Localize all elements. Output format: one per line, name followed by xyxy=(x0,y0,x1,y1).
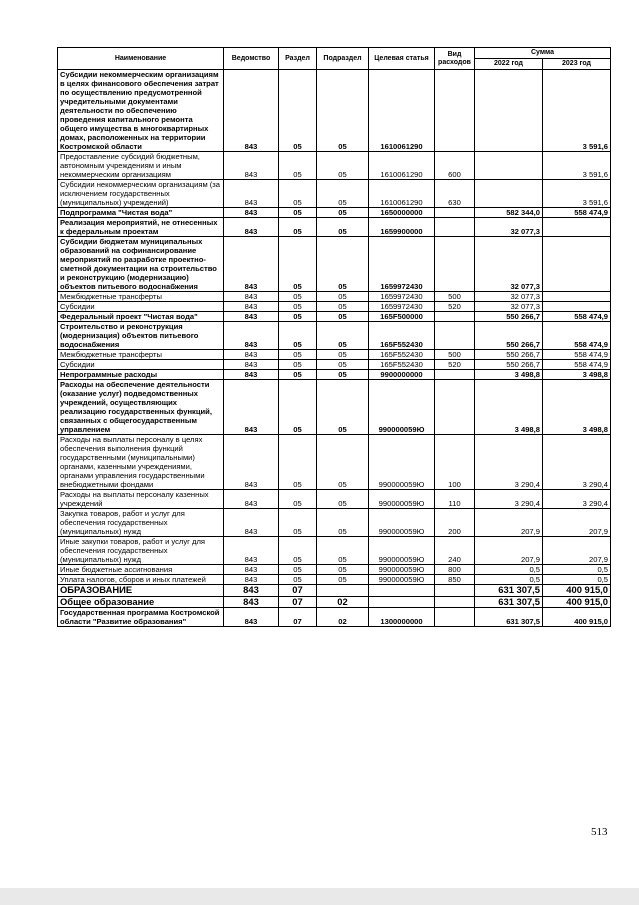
cell-section: 05 xyxy=(279,490,317,509)
cell-exp-type xyxy=(435,585,475,597)
header-2023: 2023 год xyxy=(543,59,611,70)
cell-dept: 843 xyxy=(224,585,279,597)
cell-sum-2022: 550 266,7 xyxy=(475,322,543,350)
cell-sum-2023: 3 498,8 xyxy=(543,380,611,435)
cell-subsection: 05 xyxy=(317,575,369,585)
cell-section: 05 xyxy=(279,302,317,312)
cell-dept: 843 xyxy=(224,152,279,180)
cell-exp-type xyxy=(435,237,475,292)
cell-section: 05 xyxy=(279,218,317,237)
cell-subsection: 05 xyxy=(317,360,369,370)
cell-exp-type: 800 xyxy=(435,565,475,575)
header-exp-type: Вид расходов xyxy=(435,48,475,70)
cell-sum-2022: 207,9 xyxy=(475,509,543,537)
cell-sum-2022 xyxy=(475,180,543,208)
cell-name: Субсидии некоммерческим организациям (за исключением государственных (муниципальных) учреждений) xyxy=(58,180,224,208)
cell-dept: 843 xyxy=(224,218,279,237)
cell-dept: 843 xyxy=(224,575,279,585)
cell-exp-type: 600 xyxy=(435,152,475,180)
table-row xyxy=(58,208,611,218)
cell-name: Субсидии бюджетам муниципальных образований на софинансирование мероприятий по разработке проектно-сметной документации на строительство и реконструкцию (модернизацию) объектов питьевого водоснабжения xyxy=(58,237,224,292)
cell-target: 990000059Ю xyxy=(369,537,435,565)
cell-subsection: 05 xyxy=(317,302,369,312)
cell-section: 05 xyxy=(279,292,317,302)
cell-sum-2023: 400 915,0 xyxy=(543,585,611,597)
cell-sum-2023: 558 474,9 xyxy=(543,322,611,350)
cell-sum-2022: 32 077,3 xyxy=(475,302,543,312)
table-row xyxy=(58,312,611,322)
cell-name: Федеральный проект "Чистая вода" xyxy=(58,312,224,322)
cell-sum-2022: 207,9 xyxy=(475,537,543,565)
cell-sum-2023 xyxy=(543,237,611,292)
cell-sum-2022: 32 077,3 xyxy=(475,292,543,302)
table-row xyxy=(58,585,611,597)
cell-dept: 843 xyxy=(224,370,279,380)
cell-section: 05 xyxy=(279,360,317,370)
cell-sum-2022: 32 077,3 xyxy=(475,218,543,237)
cell-dept: 843 xyxy=(224,608,279,627)
cell-name: ОБРАЗОВАНИЕ xyxy=(58,585,224,597)
cell-exp-type xyxy=(435,596,475,608)
cell-exp-type: 500 xyxy=(435,292,475,302)
cell-exp-type xyxy=(435,370,475,380)
table-row xyxy=(58,70,611,152)
cell-subsection: 02 xyxy=(317,596,369,608)
table-row xyxy=(58,237,611,292)
cell-target: 165F500000 xyxy=(369,312,435,322)
header-dept: Ведомство xyxy=(224,48,279,70)
cell-name: Расходы на обеспечение деятельности (оказание услуг) подведомственных учреждений, осуществляющих реализацию государственных функций, связанных с общегосударственным управлением xyxy=(58,380,224,435)
cell-sum-2023: 400 915,0 xyxy=(543,608,611,627)
cell-subsection: 05 xyxy=(317,218,369,237)
cell-exp-type: 520 xyxy=(435,360,475,370)
cell-sum-2023: 207,9 xyxy=(543,537,611,565)
cell-sum-2022: 631 307,5 xyxy=(475,585,543,597)
cell-sum-2023: 3 591,6 xyxy=(543,152,611,180)
cell-target: 1659972430 xyxy=(369,302,435,312)
cell-target: 1610061290 xyxy=(369,152,435,180)
cell-exp-type: 240 xyxy=(435,537,475,565)
table-body xyxy=(58,70,611,627)
cell-section: 05 xyxy=(279,537,317,565)
cell-subsection: 05 xyxy=(317,565,369,575)
cell-exp-type xyxy=(435,608,475,627)
cell-name: Иные закупки товаров, работ и услуг для обеспечения государственных (муниципальных) нужд xyxy=(58,537,224,565)
cell-sum-2023: 558 474,9 xyxy=(543,312,611,322)
cell-dept: 843 xyxy=(224,208,279,218)
cell-exp-type xyxy=(435,70,475,152)
cell-sum-2023: 3 290,4 xyxy=(543,490,611,509)
cell-section: 05 xyxy=(279,70,317,152)
cell-sum-2023: 3 290,4 xyxy=(543,435,611,490)
header-2022: 2022 год xyxy=(475,59,543,70)
table-header-row xyxy=(58,48,611,59)
cell-subsection: 05 xyxy=(317,292,369,302)
cell-sum-2022: 550 266,7 xyxy=(475,312,543,322)
cell-target: 990000059Ю xyxy=(369,565,435,575)
cell-name: Подпрограмма "Чистая вода" xyxy=(58,208,224,218)
cell-sum-2022: 32 077,3 xyxy=(475,237,543,292)
cell-subsection: 02 xyxy=(317,608,369,627)
cell-section: 05 xyxy=(279,208,317,218)
table-row xyxy=(58,292,611,302)
cell-dept: 843 xyxy=(224,312,279,322)
cell-section: 05 xyxy=(279,565,317,575)
cell-target: 990000059Ю xyxy=(369,380,435,435)
cell-dept: 843 xyxy=(224,509,279,537)
cell-dept: 843 xyxy=(224,180,279,208)
cell-target: 1659900000 xyxy=(369,218,435,237)
header-sum: Сумма xyxy=(475,48,611,59)
cell-subsection: 05 xyxy=(317,509,369,537)
cell-dept: 843 xyxy=(224,292,279,302)
cell-sum-2022: 3 498,8 xyxy=(475,380,543,435)
cell-name: Расходы на выплаты персоналу в целях обеспечения выполнения функций государственными (муниципальными) органами, казенными учреждениями, органами управления государственными внебюджетными фондами xyxy=(58,435,224,490)
scan-footer-band xyxy=(0,888,639,905)
cell-subsection: 05 xyxy=(317,350,369,360)
cell-target: 990000059Ю xyxy=(369,575,435,585)
cell-exp-type: 850 xyxy=(435,575,475,585)
cell-target: 990000059Ю xyxy=(369,435,435,490)
cell-name: Межбюджетные трансферты xyxy=(58,292,224,302)
cell-exp-type xyxy=(435,312,475,322)
cell-exp-type: 630 xyxy=(435,180,475,208)
cell-sum-2022: 631 307,5 xyxy=(475,596,543,608)
cell-section: 05 xyxy=(279,152,317,180)
cell-name: Межбюджетные трансферты xyxy=(58,350,224,360)
table-row xyxy=(58,537,611,565)
cell-target xyxy=(369,585,435,597)
cell-target: 165F552430 xyxy=(369,350,435,360)
cell-subsection: 05 xyxy=(317,180,369,208)
cell-name: Предоставление субсидий бюджетным, автономным учреждениям и иным некоммерческим организациям xyxy=(58,152,224,180)
cell-subsection: 05 xyxy=(317,370,369,380)
cell-target: 9900000000 xyxy=(369,370,435,380)
cell-name: Непрограммные расходы xyxy=(58,370,224,380)
cell-dept: 843 xyxy=(224,596,279,608)
cell-dept: 843 xyxy=(224,350,279,360)
cell-name: Субсидии некоммерческим организациям в целях финансового обеспечения затрат по осуществлению предусмотренной учредительными документами деятельности по обеспечению проведения капитального ремонта общего имущества в многоквартирных домах, расположенных на территории Костромской области xyxy=(58,70,224,152)
table-row xyxy=(58,435,611,490)
cell-subsection: 05 xyxy=(317,537,369,565)
cell-exp-type: 200 xyxy=(435,509,475,537)
cell-exp-type: 100 xyxy=(435,435,475,490)
cell-section: 05 xyxy=(279,237,317,292)
header-section: Раздел xyxy=(279,48,317,70)
cell-section: 05 xyxy=(279,575,317,585)
cell-name: Субсидии xyxy=(58,360,224,370)
cell-subsection: 05 xyxy=(317,322,369,350)
cell-sum-2023: 0,5 xyxy=(543,565,611,575)
cell-target: 165F552430 xyxy=(369,360,435,370)
cell-subsection: 05 xyxy=(317,490,369,509)
cell-subsection: 05 xyxy=(317,70,369,152)
cell-dept: 843 xyxy=(224,360,279,370)
cell-section: 05 xyxy=(279,509,317,537)
cell-sum-2023: 0,5 xyxy=(543,575,611,585)
table-row xyxy=(58,322,611,350)
cell-name: Реализация мероприятий, не отнесенных к федеральным проектам xyxy=(58,218,224,237)
cell-sum-2023: 558 474,9 xyxy=(543,350,611,360)
table-row xyxy=(58,360,611,370)
cell-name: Общее образование xyxy=(58,596,224,608)
cell-sum-2022: 550 266,7 xyxy=(475,360,543,370)
cell-name: Закупка товаров, работ и услуг для обеспечения государственных (муниципальных) нужд xyxy=(58,509,224,537)
cell-subsection: 05 xyxy=(317,312,369,322)
cell-target: 1610061290 xyxy=(369,70,435,152)
cell-section: 05 xyxy=(279,435,317,490)
cell-target xyxy=(369,596,435,608)
table-row xyxy=(58,608,611,627)
cell-sum-2022 xyxy=(475,70,543,152)
table-row xyxy=(58,302,611,312)
cell-sum-2022: 3 498,8 xyxy=(475,370,543,380)
cell-exp-type: 520 xyxy=(435,302,475,312)
cell-dept: 843 xyxy=(224,490,279,509)
cell-exp-type xyxy=(435,322,475,350)
cell-subsection: 05 xyxy=(317,152,369,180)
cell-name: Уплата налогов, сборов и иных платежей xyxy=(58,575,224,585)
cell-sum-2023: 558 474,9 xyxy=(543,208,611,218)
cell-sum-2022: 0,5 xyxy=(475,565,543,575)
cell-section: 05 xyxy=(279,370,317,380)
cell-dept: 843 xyxy=(224,237,279,292)
cell-section: 05 xyxy=(279,322,317,350)
cell-section: 05 xyxy=(279,380,317,435)
cell-name: Строительство и реконструкция (модернизация) объектов питьевого водоснабжения xyxy=(58,322,224,350)
table-row xyxy=(58,380,611,435)
cell-subsection xyxy=(317,585,369,597)
table-row xyxy=(58,218,611,237)
cell-name: Иные бюджетные ассигнования xyxy=(58,565,224,575)
cell-subsection: 05 xyxy=(317,380,369,435)
cell-exp-type xyxy=(435,208,475,218)
cell-sum-2023: 400 915,0 xyxy=(543,596,611,608)
cell-section: 07 xyxy=(279,585,317,597)
cell-sum-2023 xyxy=(543,302,611,312)
cell-sum-2022: 550 266,7 xyxy=(475,350,543,360)
table-row xyxy=(58,152,611,180)
cell-subsection: 05 xyxy=(317,208,369,218)
cell-target: 1659972430 xyxy=(369,237,435,292)
cell-sum-2022 xyxy=(475,152,543,180)
cell-exp-type: 500 xyxy=(435,350,475,360)
cell-exp-type xyxy=(435,380,475,435)
cell-dept: 843 xyxy=(224,537,279,565)
cell-dept: 843 xyxy=(224,302,279,312)
cell-sum-2022: 3 290,4 xyxy=(475,435,543,490)
cell-dept: 843 xyxy=(224,565,279,575)
table-row xyxy=(58,370,611,380)
cell-sum-2022: 631 307,5 xyxy=(475,608,543,627)
page-number: 513 xyxy=(591,826,608,838)
cell-target: 1650000000 xyxy=(369,208,435,218)
table-row xyxy=(58,509,611,537)
cell-target: 990000059Ю xyxy=(369,490,435,509)
cell-dept: 843 xyxy=(224,70,279,152)
cell-sum-2023: 3 591,6 xyxy=(543,180,611,208)
cell-sum-2023: 207,9 xyxy=(543,509,611,537)
cell-section: 05 xyxy=(279,180,317,208)
cell-exp-type: 110 xyxy=(435,490,475,509)
cell-name: Расходы на выплаты персоналу казенных учреждений xyxy=(58,490,224,509)
cell-subsection: 05 xyxy=(317,435,369,490)
cell-target: 1659972430 xyxy=(369,292,435,302)
cell-section: 07 xyxy=(279,596,317,608)
table-row xyxy=(58,490,611,509)
table-row xyxy=(58,596,611,608)
cell-sum-2022: 0,5 xyxy=(475,575,543,585)
table-row xyxy=(58,180,611,208)
cell-dept: 843 xyxy=(224,435,279,490)
cell-target: 1610061290 xyxy=(369,180,435,208)
cell-sum-2022: 3 290,4 xyxy=(475,490,543,509)
header-target: Целевая статья xyxy=(369,48,435,70)
cell-exp-type xyxy=(435,218,475,237)
cell-sum-2023 xyxy=(543,218,611,237)
cell-name: Субсидии xyxy=(58,302,224,312)
table-row xyxy=(58,575,611,585)
cell-sum-2023: 3 591,6 xyxy=(543,70,611,152)
cell-subsection: 05 xyxy=(317,237,369,292)
cell-sum-2023: 558 474,9 xyxy=(543,360,611,370)
table-row xyxy=(58,350,611,360)
cell-name: Государственная программа Костромской области "Развитие образования" xyxy=(58,608,224,627)
header-subsection: Подраздел xyxy=(317,48,369,70)
cell-sum-2023: 3 498,8 xyxy=(543,370,611,380)
table-row xyxy=(58,565,611,575)
cell-dept: 843 xyxy=(224,380,279,435)
cell-target: 1300000000 xyxy=(369,608,435,627)
cell-target: 165F552430 xyxy=(369,322,435,350)
cell-section: 07 xyxy=(279,608,317,627)
cell-section: 05 xyxy=(279,312,317,322)
header-name: Наименование xyxy=(58,48,224,70)
cell-section: 05 xyxy=(279,350,317,360)
cell-sum-2023 xyxy=(543,292,611,302)
cell-target: 990000059Ю xyxy=(369,509,435,537)
cell-sum-2022: 582 344,0 xyxy=(475,208,543,218)
budget-table xyxy=(57,47,611,627)
cell-dept: 843 xyxy=(224,322,279,350)
